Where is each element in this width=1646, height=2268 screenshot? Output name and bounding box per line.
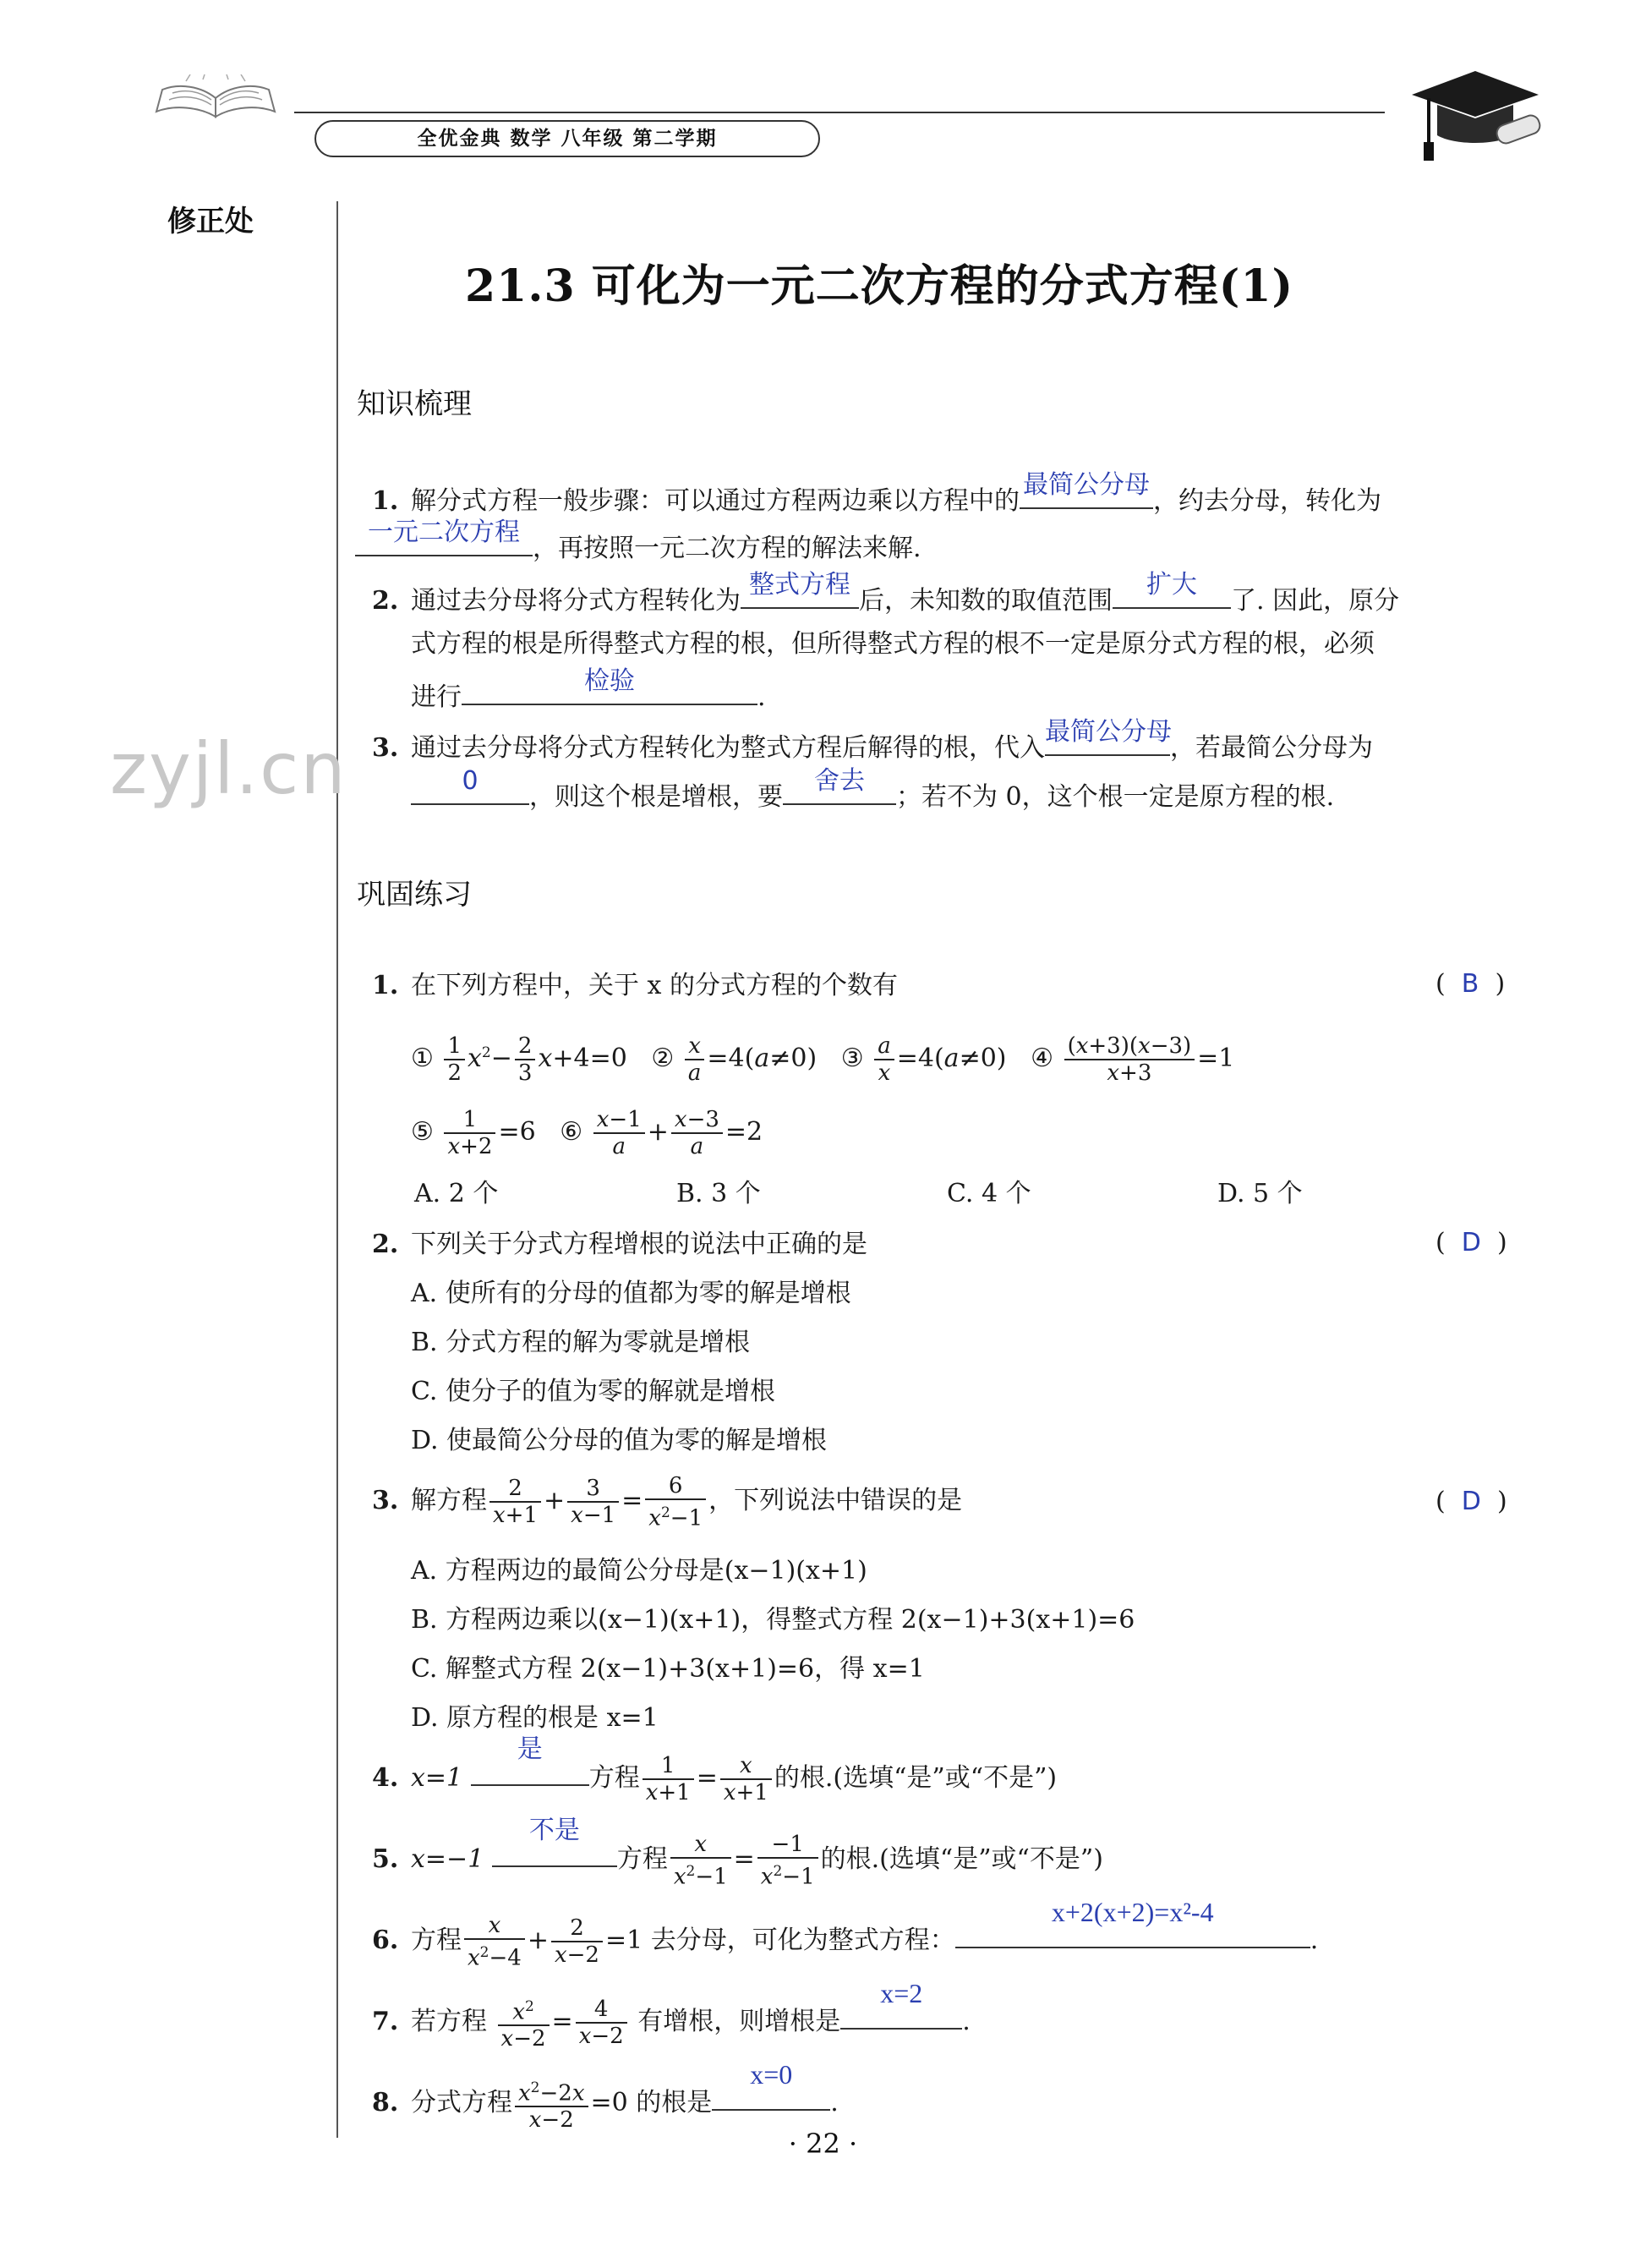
knowledge-q2-line1: 2. 通过去分母将分式方程转化为 整式方程 后，未知数的取值范围 扩大 了. 因此，原分 bbox=[372, 580, 1399, 618]
answer-blank[interactable] bbox=[1113, 570, 1231, 609]
open-book-icon bbox=[152, 74, 279, 122]
practice-q1-option-d[interactable]: D. 5 个 bbox=[1217, 1179, 1303, 1208]
answer-blank[interactable] bbox=[462, 666, 757, 705]
answer-blank[interactable] bbox=[955, 1897, 1310, 1948]
knowledge-q1-line2: 一元二次方程 ，再按照一元二次方程的解法来解. bbox=[355, 528, 921, 566]
practice-q2-option-b[interactable]: B. 分式方程的解为零就是增根 bbox=[411, 1328, 751, 1357]
handwritten-answer: 最简公分母 bbox=[1045, 717, 1172, 747]
practice-q3-option-c[interactable]: C. 解整式方程 2(x−1)+3(x+1)=6，得 x=1 bbox=[411, 1654, 925, 1684]
equation-list-row2: ⑤ $\frac{1}{x+2}$ =6 ⑥ $\frac{x-1}{a}$ + $\frac{x-3}{a}$ =2 bbox=[411, 1107, 763, 1159]
answer-blank[interactable] bbox=[1045, 717, 1172, 756]
handwritten-answer: 扩大 bbox=[1146, 570, 1197, 600]
answer-bracket[interactable]: ( D ) bbox=[1435, 1487, 1507, 1516]
practice-q8: 8. 分式方程 $\frac{x^2-2x}{x-2}$ =0 的根是 x=0 . bbox=[372, 2074, 839, 2133]
section-practice: 巩固练习 bbox=[357, 878, 472, 912]
knowledge-q2-line3: 进行 检验 . bbox=[411, 666, 766, 712]
graduation-cap-icon bbox=[1395, 61, 1547, 162]
answer-blank[interactable] bbox=[1020, 470, 1153, 509]
answer-blank[interactable] bbox=[741, 570, 859, 609]
correction-margin-label: 修正处 bbox=[167, 205, 254, 238]
practice-q1-option-a[interactable]: A. 2 个 bbox=[414, 1179, 499, 1208]
question-number: 4. bbox=[372, 1763, 399, 1793]
answer-blank[interactable] bbox=[783, 766, 896, 805]
handwritten-answer: x+2(x+2)=x²-4 bbox=[1051, 1897, 1214, 1927]
handwritten-answer: x=0 bbox=[750, 2059, 793, 2090]
practice-q3-option-b[interactable]: B. 方程两边乘以(x−1)(x+1)，得整式方程 2(x−1)+3(x+1)=6 bbox=[411, 1605, 1135, 1635]
watermark: zyjl.cn bbox=[110, 727, 347, 810]
practice-q7: 7. 若方程 $\frac{x^2}{x-2}$ = $\frac{4}{x-2}$ 有增根，则增根是 x=2 . bbox=[372, 1992, 971, 2052]
practice-q2-option-d[interactable]: D. 使最简公分母的值为零的解是增根 bbox=[411, 1426, 828, 1455]
question-number: 3. bbox=[372, 733, 399, 763]
practice-q3-option-a[interactable]: A. 方程两边的最简公分母是(x−1)(x+1) bbox=[411, 1556, 867, 1586]
header-rule bbox=[294, 112, 1385, 113]
practice-q1-option-b[interactable]: B. 3 个 bbox=[676, 1179, 761, 1208]
practice-q2-option-a[interactable]: A. 使所有的分母的值都为零的解是增根 bbox=[411, 1279, 851, 1308]
question-number: 2. bbox=[372, 1230, 399, 1259]
handwritten-choice: D bbox=[1461, 1487, 1481, 1516]
practice-q3-option-d[interactable]: D. 原方程的根是 x=1 bbox=[411, 1703, 659, 1733]
practice-q1-stem: 1. 在下列方程中，关于 x 的分式方程的个数有 bbox=[372, 969, 898, 1003]
handwritten-answer: 检验 bbox=[584, 666, 635, 696]
practice-q3-stem: 3. 解方程 $\frac{2}{x+1}$ + $\frac{3}{x-1}$ = $\frac{6}{x^2-1}$ ，下列说法中错误的是 bbox=[372, 1472, 963, 1531]
practice-q2-stem: 2. 下列关于分式方程增根的说法中正确的是 bbox=[372, 1228, 867, 1262]
handwritten-choice: B bbox=[1461, 969, 1479, 999]
handwritten-answer: 一元二次方程 bbox=[368, 518, 520, 547]
knowledge-q1-line1: 1. 解分式方程一般步骤：可以通过方程两边乘以方程中的 最简公分母 ，约去分母，转化为 bbox=[372, 480, 1381, 518]
handwritten-answer: 最简公分母 bbox=[1023, 470, 1150, 500]
handwritten-answer: 舍去 bbox=[814, 766, 865, 796]
knowledge-q3-line2: 0 ，则这个根是增根，要 舍去 ；若不为 0，这个根一定是原方程的根. bbox=[411, 776, 1334, 814]
practice-q4: 4. x=1 是 方程 $\frac{1}{x+1}$ = $\frac{x}{x+1}$ 的根.(选填“是”或“不是”) bbox=[372, 1749, 1057, 1808]
question-number: 2. bbox=[372, 586, 399, 616]
page-number: · 22 · bbox=[788, 2128, 858, 2160]
answer-blank[interactable] bbox=[471, 1734, 589, 1786]
answer-bracket[interactable]: ( D ) bbox=[1435, 1228, 1507, 1257]
practice-q2-option-c[interactable]: C. 使分子的值为零的解就是增根 bbox=[411, 1377, 775, 1406]
answer-blank[interactable] bbox=[840, 1978, 962, 2030]
answer-blank[interactable] bbox=[355, 518, 533, 556]
margin-divider bbox=[336, 201, 338, 2138]
header-series-title: 全优金典 数学 八年级 第二学期 bbox=[314, 120, 820, 157]
knowledge-q2-line2: 式方程的根是所得整式方程的根，但所得整式方程的根不一定是原分式方程的根，必须 bbox=[411, 629, 1375, 659]
practice-q5: 5. x=−1 不是 方程 $\frac{x}{x^2-1}$ = $\frac{-1}{x^2-1}$ 的根.(选填“是”或“不是”) bbox=[372, 1830, 1103, 1889]
question-number: 5. bbox=[372, 1844, 399, 1874]
page-title: 21.3 可化为一元二次方程的分式方程(1) bbox=[465, 260, 1294, 312]
practice-q6: 6. 方程 $\frac{x}{x^2-4}$ + $\frac{2}{x-2}$ =1 去分母，可化为整式方程： x+2(x+2)=x²-4 . bbox=[372, 1911, 1318, 1970]
question-number: 8. bbox=[372, 2088, 399, 2117]
question-number: 3. bbox=[372, 1486, 399, 1515]
handwritten-answer: x=2 bbox=[880, 1978, 923, 2008]
answer-blank[interactable] bbox=[712, 2059, 830, 2111]
handwritten-answer: 整式方程 bbox=[749, 570, 850, 600]
answer-bracket[interactable]: ( B ) bbox=[1435, 969, 1506, 999]
knowledge-q3-line1: 3. 通过去分母将分式方程转化为整式方程后解得的根，代入 最简公分母 ，若最简公分母为 bbox=[372, 727, 1373, 765]
practice-q1-option-c[interactable]: C. 4 个 bbox=[947, 1179, 1031, 1208]
section-knowledge: 知识梳理 bbox=[357, 387, 472, 421]
question-number: 1. bbox=[372, 486, 399, 516]
answer-blank[interactable] bbox=[492, 1816, 617, 1867]
handwritten-choice: D bbox=[1461, 1228, 1481, 1257]
answer-blank[interactable] bbox=[411, 766, 529, 805]
handwritten-answer: 不是 bbox=[528, 1816, 580, 1845]
question-number: 1. bbox=[372, 971, 399, 1000]
equation-list-row1: ① $\frac{1}{2}$ $x^2-$ $\frac{2}{3}$ x+4=0 ② $\frac{x}{a}$ =4(a≠0) ③ $\frac{a}{x}$ =4(a≠0) ④ $\frac{(x+3)(x-3)}{x+3}$ =1 bbox=[411, 1033, 1235, 1086]
handwritten-answer: 0 bbox=[462, 766, 478, 796]
question-number: 6. bbox=[372, 1926, 399, 1955]
question-number: 7. bbox=[372, 2007, 399, 2036]
handwritten-answer: 是 bbox=[517, 1734, 543, 1764]
